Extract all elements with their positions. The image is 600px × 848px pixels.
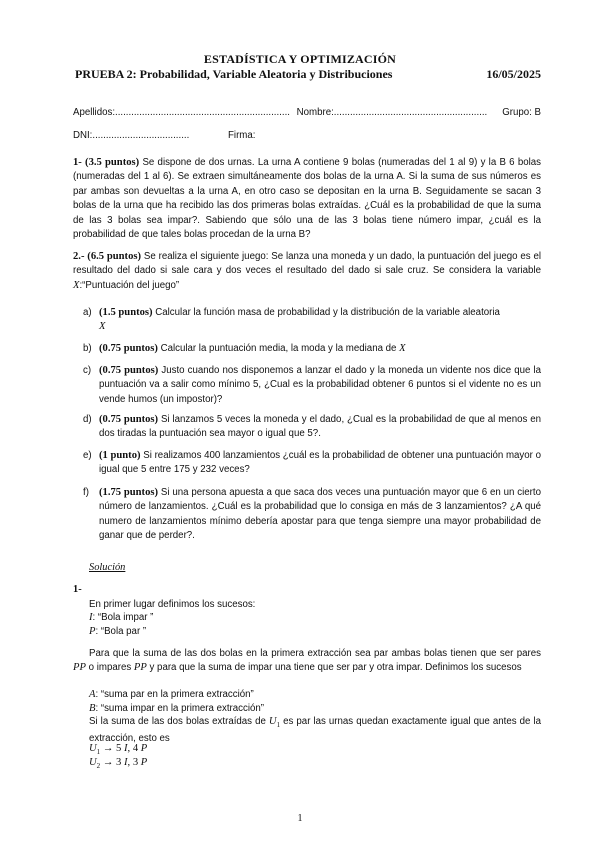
paragraph-text: Para que la suma de las dos bolas en la primera extracción sea par ambas bolas tienen que ser pares [89,648,541,659]
item-label: d) [83,414,92,425]
question-2-item-a [83,306,541,335]
item-points: (1.5 puntos) [99,307,153,318]
document-title: ESTADÍSTICA Y OPTIMIZACIÓN [203,52,397,66]
item-text: Si una persona apuesta a que saca dos veces una puntuación mayor que 6 en un cierto número de lanzamientos. ¿Cuál es la probabilidad que lo consiga en más de 3 lanzamientos? ¿A qué numero de lanzamientos mínimo debería apostar para que tenga siempre una mayor probabilidad de ganar que de perder?. [99,487,541,542]
item-math: X [99,321,106,333]
nombre-field: Nombre:......................................................... [296,107,488,118]
event-a-definition [89,688,254,702]
question-1 [73,156,541,242]
student-fields-row-1 [73,106,541,120]
document-subtitle [75,67,541,82]
math-p: P [140,743,148,754]
item-label: b) [83,343,92,354]
item-points: (0.75 puntos) [99,343,158,354]
item-text: Justo cuando nos disponemos a lanzar el dado y la moneda un vidente nos dice que la puntuación va a salir como mínimo 5, ¿Cual es la probabilidad obtener 6 puntos si el vidente no es un vende humos (un impostor)? [99,365,541,405]
item-label: a) [83,307,92,318]
item-math: X [399,343,406,354]
firma-field: Firma: [228,130,256,141]
event-p-definition [89,625,146,639]
solution-heading: Solución [89,562,126,573]
event-p-symbol: P [89,626,96,637]
question-2-variable-desc: :“Puntuación del juego” [79,279,180,291]
count-text: , 3 [127,757,141,768]
math-i: I [124,743,128,754]
paragraph-text: o impares [85,662,134,674]
count-text: , 4 [127,743,141,754]
question-2-item-c [83,364,541,407]
item-points: (0.75 puntos) [99,365,159,376]
variable-x: X [73,279,80,291]
item-label: f) [83,487,89,498]
question-2-item-d [83,413,541,442]
solution-paragraph-1 [73,647,541,676]
event-b-symbol: B [89,703,96,714]
exam-name: PRUEBA 2: Probabilidad, Variable Aleatoria y Distribuciones [75,67,393,81]
grupo-field: Grupo: B [502,107,541,118]
apellidos-field: Apellidos:................................................................. [73,107,290,118]
paragraph-text: y para que la suma de impar una tiene que ser par y otra impar. Definimos los sucesos [146,662,522,674]
event-i-definition [89,611,153,625]
item-label: e) [83,450,92,461]
item-label: c) [83,365,92,376]
paragraph-text: Si la suma de las dos bolas extraídas de [89,716,269,727]
urn-u2-composition [89,756,147,774]
item-points: (1 punto) [99,450,141,461]
item-points: (0.75 puntos) [99,414,159,425]
dni-field: DNI:.................................... [73,130,190,141]
question-1-text: Se dispone de dos urnas. La urna A contiene 9 bolas (numeradas del 1 al 9) y la B 6 bolas (numeradas del 1 al 6). Se extraen simultáneamente dos bolas de la urna A. Si la suma de sus números es par ambas son devueltas a la urna A, en otro caso se depositan en la urna B. Seguidamente se sacan 3 bolas de la urna que ha recibido las dos primeras bolas extraídas. ¿Cuál es la probabilidad de que la suma de las 3 bolas sea impar?. Sabiendo que sólo una de las 3 bolas tiene número impar, ¿cuál es la probabilidad de que tales bolas procedan de la urna B? [73,157,541,241]
item-text: Calcular la puntuación media, la moda y la mediana de [157,343,400,354]
question-2-number: 2.- (6.5 puntos) [73,251,142,262]
event-i-text: : “Bola impar ” [92,612,154,623]
urn-symbol: U [89,743,97,754]
exam-date: 16/05/2025 [486,67,541,81]
question-2-item-b [83,342,541,356]
event-p-text: : “Bola par ” [95,626,147,637]
paragraph-text: es par las urnas quedan exactamente igual que antes de la extracción, esto es [89,716,541,745]
item-text: Calcular la función masa de probabilidad y la distribución de la variable aleatoria [152,307,500,318]
urn-subscript: 1 [96,748,101,757]
arrow-text: → 5 [100,743,124,754]
arrow-text: → 3 [100,757,124,768]
page-number: 1 [297,813,303,824]
question-2-item-e [83,449,541,478]
urn-u1-subscript: 1 [276,720,281,729]
event-a-symbol: A [89,689,96,700]
urn-u1: U [268,716,277,727]
item-points: (1.75 puntos) [99,487,159,498]
math-pp: PP [73,662,86,674]
math-i: I [124,757,128,768]
event-b-text: : “suma impar en la primera extracción” [95,703,264,714]
solution-number: 1- [73,584,82,595]
solution-paragraph-2 [89,715,541,747]
math-pp: PP [133,662,147,674]
student-fields-row-2 [73,129,541,143]
solution-intro: En primer lugar definimos los sucesos: [89,599,256,610]
question-1-number: 1- (3.5 puntos) [73,157,140,168]
event-a-text: : “suma par en la primera extracción” [95,689,254,700]
urn-subscript: 2 [96,762,101,771]
math-p: P [140,757,148,768]
urn-symbol: U [89,757,97,768]
item-text: Si realizamos 400 lanzamientos ¿cuál es la probabilidad de obtener una puntuación mayor o igual que 5 entre 175 y 232 veces? [99,450,541,476]
question-2-text: Se realiza el siguiente juego: Se lanza una moneda y un dado, la puntuación del juego es el resultado del dado si sale cara y dos veces el resultado del dado si sale cruz. Se considera la variable [73,251,541,277]
event-i-symbol: I [89,612,93,623]
question-2-item-f [83,486,541,544]
item-text: Si lanzamos 5 veces la moneda y el dado, ¿Cual es la probabilidad de que al menos en dos tiradas la puntuación sea mayor o igual que 5?. [99,414,541,440]
question-2 [73,250,541,293]
